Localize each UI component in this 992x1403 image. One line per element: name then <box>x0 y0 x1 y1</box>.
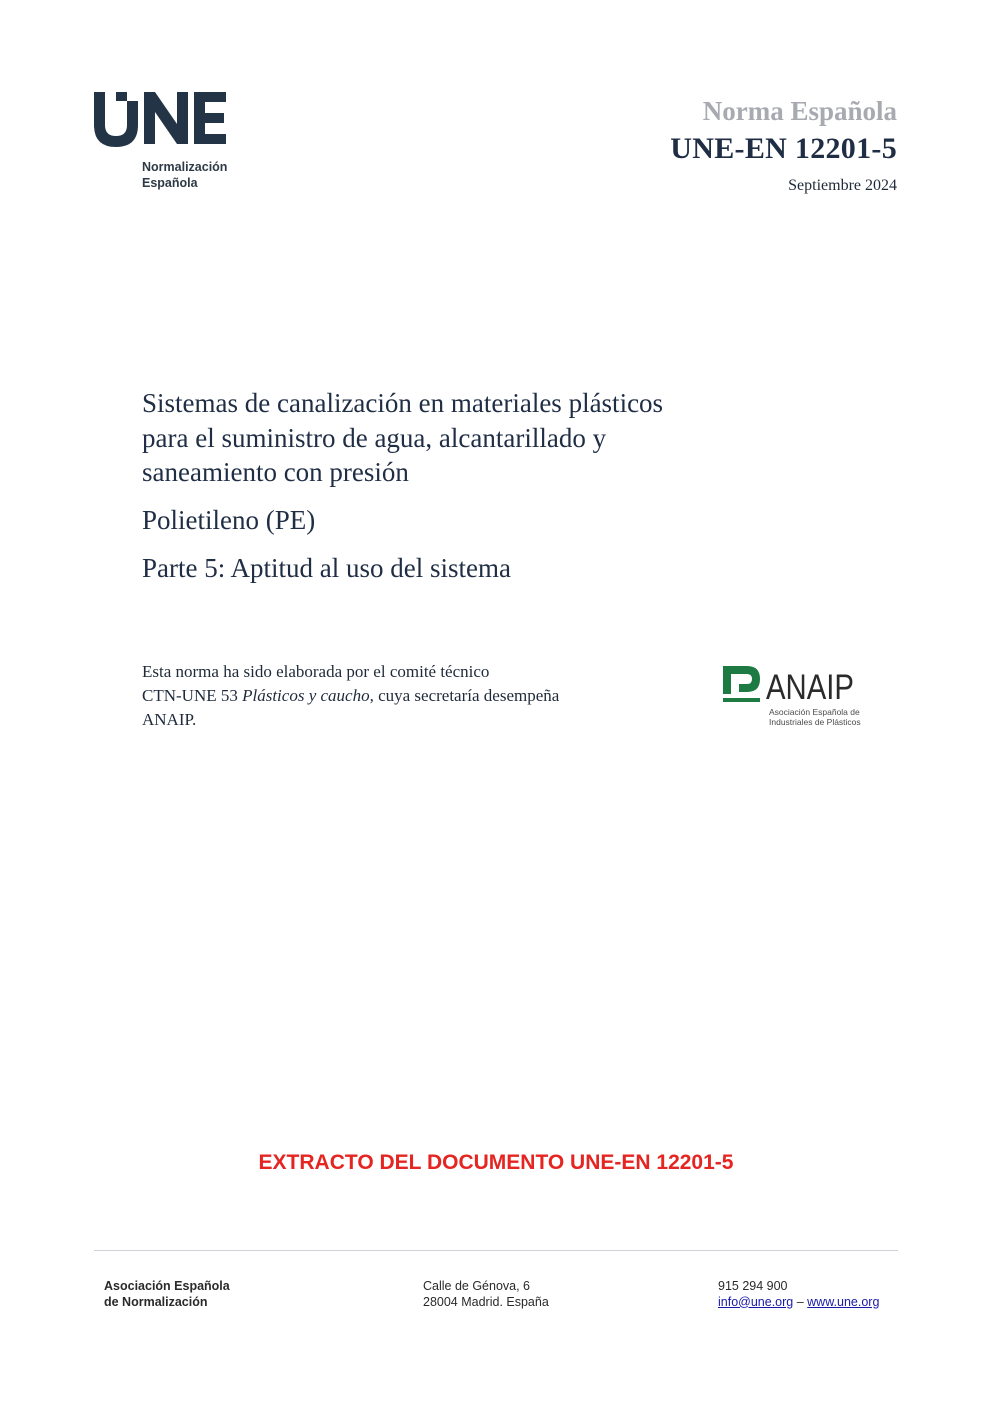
footer-contact <box>718 1279 879 1310</box>
norma-code: UNE-EN 12201-5 <box>670 132 897 165</box>
anaip-subtitle-line2: Industriales de Plásticos <box>769 717 861 727</box>
logo-subtitle-line2: Española <box>142 176 198 190</box>
une-logo-mark <box>92 90 232 150</box>
une-logo <box>92 90 232 195</box>
committee-statement <box>142 660 682 732</box>
anaip-logo-mark <box>720 662 860 707</box>
footer-link-separator: – <box>793 1294 808 1309</box>
committee-line-2 <box>142 684 682 708</box>
anaip-subtitle-line1: Asociación Española de <box>769 707 860 717</box>
anaip-logo <box>720 662 860 730</box>
footer-org-line1: Asociación Española <box>104 1279 230 1293</box>
footer-org-line2: de Normalización <box>104 1294 208 1309</box>
title-line-2: para el suministro de agua, alcantarillado y <box>142 422 607 453</box>
footer-address <box>423 1279 549 1310</box>
committee-secretariat: , cuya secretaría desempeña <box>369 686 560 705</box>
norma-date: Septiembre 2024 <box>788 177 897 194</box>
footer-address-line2: 28004 Madrid. España <box>423 1294 549 1309</box>
footer-divider <box>94 1250 898 1251</box>
logo-subtitle-line1: Normalización <box>142 160 228 174</box>
title-line-3: saneamiento con presión <box>142 457 409 487</box>
extract-notice: EXTRACTO DEL DOCUMENTO UNE-EN 12201-5 <box>258 1151 734 1174</box>
footer-organization <box>104 1279 230 1310</box>
footer-address-line1: Calle de Génova, 6 <box>423 1279 531 1293</box>
title-line-1: Sistemas de canalización en materiales plásticos <box>142 388 664 418</box>
footer-phone: 915 294 900 <box>718 1279 788 1293</box>
footer-links <box>718 1295 879 1311</box>
subtitle-part: Parte 5: Aptitud al uso del sistema <box>142 552 511 583</box>
footer-website-link[interactable]: www.une.org <box>807 1294 880 1309</box>
committee-line-3: ANAIP. <box>142 710 197 729</box>
anaip-logo-text: ANAIP <box>766 668 854 707</box>
committee-name: Plásticos y caucho <box>242 686 370 705</box>
committee-line-1: Esta norma ha sido elaborada por el comité técnico <box>142 662 490 681</box>
footer-email-link[interactable]: info@une.org <box>718 1294 794 1309</box>
subtitle-material: Polietileno (PE) <box>142 504 316 535</box>
norma-label: Norma Española <box>702 96 897 126</box>
committee-code: CTN-UNE 53 <box>142 686 243 705</box>
document-title <box>142 386 782 585</box>
